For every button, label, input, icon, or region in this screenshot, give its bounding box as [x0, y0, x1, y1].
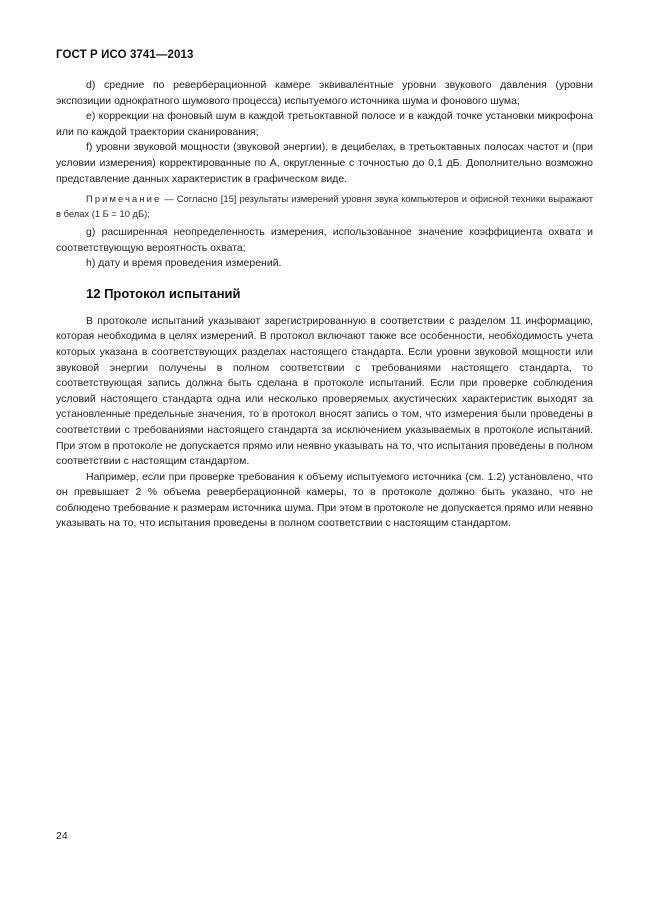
list-item-h: h) дату и время проведения измерений.	[86, 257, 282, 270]
section-paragraph-1: В протоколе испытаний указывают зарегистрированную в соответствии с разделом 11 информацию, которая необходима в целях измерений. В протокол включают также все особенности, необходимость учета которых указана в соответствующих разделах настоящего стандарта. Если уровни звуковой мощности или звуковой энергии получены в полном соответствии с требованиями настоящего стандарта, то соответствующая запись должна быть сделана в протоколе испытаний. Если при проверке соблюдения условий настоящего стандарта одна или несколько проверяемых акустических характеристик выходят за установленные предельные значения, то в протокол вносят запись о том, что измерения были проведены в соответствии с требованиями настоящего стандарта за исключением указываемых в протоколе испытаний. При этом в протоколе не допускается прямо или неявно указывать на то, что испытания проведены в полном соответствии с настоящим стандартом.	[56, 314, 593, 468]
note	[56, 192, 593, 221]
note-text: — Согласно [15] результаты измерений уровня звука компьютеров и офисной техники выражают в белах (1 Б = 10 дБ);	[56, 193, 593, 219]
document-body	[56, 78, 593, 532]
document-header: ГОСТ Р ИСО 3741—2013	[56, 49, 194, 61]
section-paragraph-2: Например, если при проверке требования к объему испытуемого источника (см. 1.2) установлено, что он превышает 2 % объема реверберационной камеры, то в протоколе должно быть указано, что не соблюдено требование к размерам источника шума. При этом в протоколе не допускается прямо или неявно указывать на то, что испытания проведены в полном соответствии с настоящим стандартом.	[56, 470, 593, 530]
page-number: 24	[56, 830, 68, 842]
note-label: Примечание	[86, 193, 162, 205]
list-item-e: е) коррекции на фоновый шум в каждой третьоктавной полосе и в каждой точке установки микрофона или по каждой траектории сканирования;	[56, 110, 593, 138]
list-item-d: d) средние по реверберационной камере эквивалентные уровни звукового давления (уровни экспозиции однократного шумового процесса) испытуемого источника шума и фонового шума;	[56, 79, 593, 107]
section-title: 12 Протокол испытаний	[86, 285, 241, 301]
list-item-f: f) уровни звуковой мощности (звуковой энергии), в децибелах, в третьоктавных полосах частот и (при условии измерения) корректированные по А, округленные с точностью до 0,1 дБ. Дополнительно возможно представление данных характеристик в графическом виде.	[56, 141, 593, 185]
list-item-g: g) расширенная неопределенность измерения, использованное значение коэффициента охвата и соответствующую вероятность охвата;	[56, 225, 593, 254]
